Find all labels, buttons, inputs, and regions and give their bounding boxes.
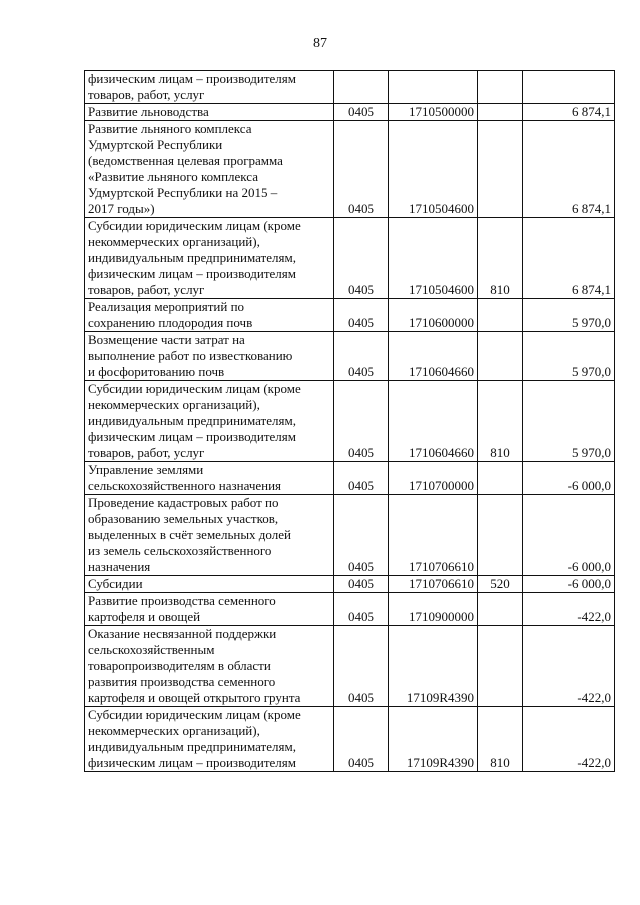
row-code-cell: 1710706610 [389, 576, 478, 593]
row-name-cell: Субсидии юридическим лицам (кроме некоммерческих организаций), индивидуальным предпринимателям, физическим лицам – производителям товаров, работ, услуг [85, 381, 334, 462]
row-name-cell: Субсидии [85, 576, 334, 593]
table-row [85, 707, 615, 772]
row-sum-cell: 5 970,0 [523, 299, 615, 332]
row-name-cell: Субсидии юридическим лицам (кроме некоммерческих организаций), индивидуальным предпринимателям, физическим лицам – производителям товаров, работ, услуг [85, 218, 334, 299]
row-kind-cell [478, 593, 523, 626]
table-row [85, 299, 615, 332]
row-code-cell: 1710604660 [389, 381, 478, 462]
row-name-cell: Развитие льноводства [85, 104, 334, 121]
page-number: 87 [313, 36, 327, 51]
row-name-cell: Оказание несвязанной поддержки сельскохозяйственным товаропроизводителям в области развития производства семенного картофеля и овощей открытого грунта [85, 626, 334, 707]
row-section-cell: 0405 [334, 462, 389, 495]
table-row [85, 121, 615, 218]
row-name-cell: Развитие льняного комплекса Удмуртской Республики (ведомственная целевая программа «Развитие льняного комплекса Удмуртской Республики на 2015 – 2017 годы») [85, 121, 334, 218]
row-sum-cell: -422,0 [523, 707, 615, 772]
row-name-cell: физическим лицам – производителям товаров, работ, услуг [85, 71, 334, 104]
row-sum-cell: -422,0 [523, 593, 615, 626]
table-row [85, 381, 615, 462]
row-section-cell: 0405 [334, 121, 389, 218]
row-section-cell: 0405 [334, 626, 389, 707]
row-section-cell: 0405 [334, 332, 389, 381]
row-section-cell: 0405 [334, 593, 389, 626]
row-code-cell: 1710600000 [389, 299, 478, 332]
row-kind-cell: 810 [478, 707, 523, 772]
row-code-cell: 17109R4390 [389, 707, 478, 772]
budget-table [84, 70, 615, 772]
row-code-cell: 1710604660 [389, 332, 478, 381]
table-row [85, 626, 615, 707]
row-section-cell [334, 71, 389, 104]
row-section-cell: 0405 [334, 299, 389, 332]
row-kind-cell: 520 [478, 576, 523, 593]
row-sum-cell: -6 000,0 [523, 462, 615, 495]
row-section-cell: 0405 [334, 104, 389, 121]
row-section-cell: 0405 [334, 218, 389, 299]
row-name-cell: Возмещение части затрат на выполнение работ по известкованию и фосфоритованию почв [85, 332, 334, 381]
row-name-cell: Управление землями сельскохозяйственного назначения [85, 462, 334, 495]
row-kind-cell [478, 121, 523, 218]
row-sum-cell: 5 970,0 [523, 332, 615, 381]
row-section-cell: 0405 [334, 381, 389, 462]
row-sum-cell [523, 71, 615, 104]
row-section-cell: 0405 [334, 707, 389, 772]
row-sum-cell: 6 874,1 [523, 104, 615, 121]
table-row [85, 593, 615, 626]
table-row [85, 218, 615, 299]
row-section-cell: 0405 [334, 495, 389, 576]
row-code-cell [389, 71, 478, 104]
row-kind-cell [478, 626, 523, 707]
row-code-cell: 17109R4390 [389, 626, 478, 707]
table-row [85, 495, 615, 576]
row-kind-cell [478, 104, 523, 121]
table-row [85, 71, 615, 104]
table-row [85, 104, 615, 121]
row-kind-cell: 810 [478, 381, 523, 462]
row-kind-cell [478, 299, 523, 332]
row-section-cell: 0405 [334, 576, 389, 593]
row-name-cell: Реализация мероприятий по сохранению плодородия почв [85, 299, 334, 332]
row-code-cell: 1710700000 [389, 462, 478, 495]
row-kind-cell [478, 495, 523, 576]
row-sum-cell: 5 970,0 [523, 381, 615, 462]
table-row [85, 332, 615, 381]
row-code-cell: 1710500000 [389, 104, 478, 121]
row-kind-cell [478, 332, 523, 381]
row-sum-cell: -422,0 [523, 626, 615, 707]
row-kind-cell [478, 462, 523, 495]
row-kind-cell: 810 [478, 218, 523, 299]
row-sum-cell: -6 000,0 [523, 576, 615, 593]
table-row [85, 462, 615, 495]
row-kind-cell [478, 71, 523, 104]
row-code-cell: 1710706610 [389, 495, 478, 576]
row-code-cell: 1710900000 [389, 593, 478, 626]
row-sum-cell: 6 874,1 [523, 121, 615, 218]
row-name-cell: Субсидии юридическим лицам (кроме некоммерческих организаций), индивидуальным предпринимателям, физическим лицам – производителям [85, 707, 334, 772]
row-sum-cell: 6 874,1 [523, 218, 615, 299]
row-code-cell: 1710504600 [389, 218, 478, 299]
row-sum-cell: -6 000,0 [523, 495, 615, 576]
table-row [85, 576, 615, 593]
row-code-cell: 1710504600 [389, 121, 478, 218]
row-name-cell: Развитие производства семенного картофеля и овощей [85, 593, 334, 626]
row-name-cell: Проведение кадастровых работ по образованию земельных участков, выделенных в счёт земельных долей из земель сельскохозяйственного назначения [85, 495, 334, 576]
